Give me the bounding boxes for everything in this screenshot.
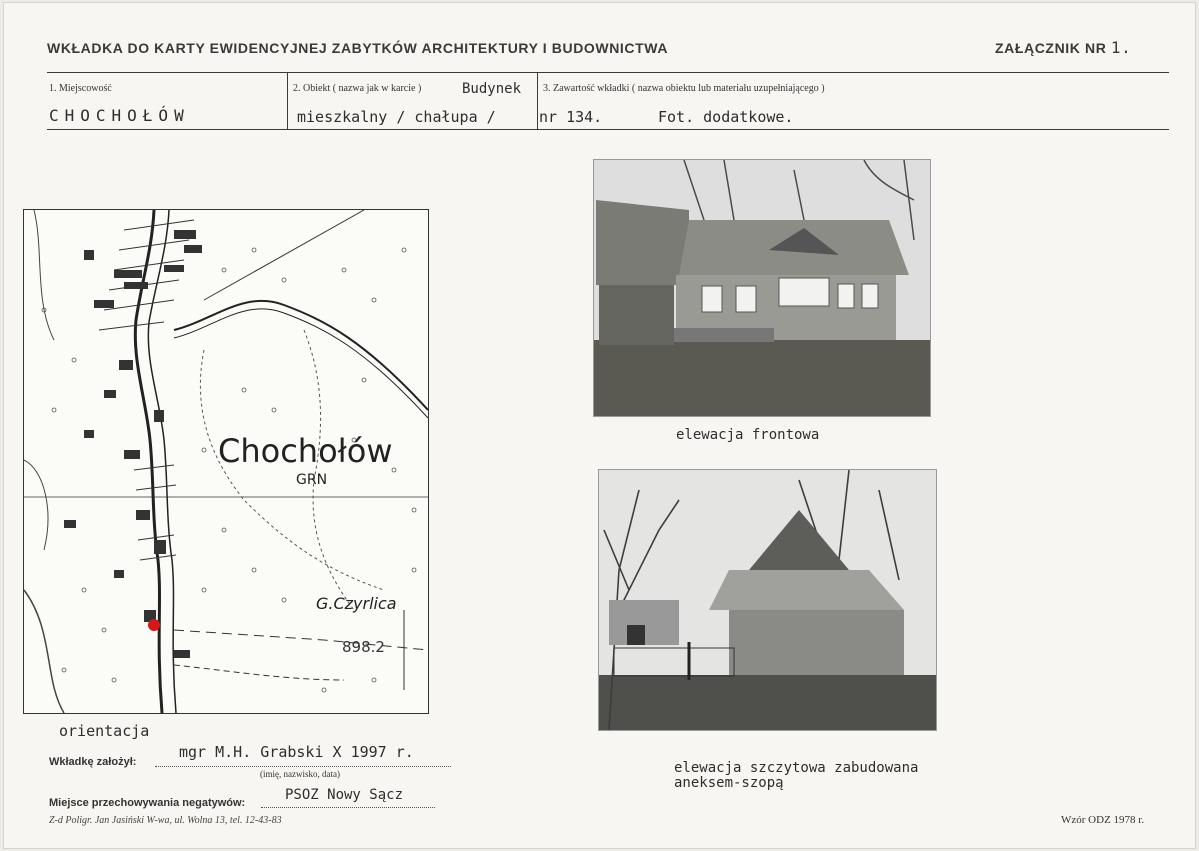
field-2-value-a: Budynek [462, 81, 522, 97]
field-divider-1 [287, 72, 288, 130]
map-place-name: Chochołów [218, 432, 393, 470]
field-1-value: CHOCHOŁÓW [49, 106, 190, 125]
map-sub-label: GRN [296, 472, 328, 488]
form-sheet [3, 2, 1196, 849]
printer-imprint: Z-d Poligr. Jan Jasiński W-wa, ul. Wolna 13, tel. 12-43-83 [49, 815, 282, 826]
header-top-rule [47, 72, 1169, 73]
front-elevation-drawing [594, 160, 930, 416]
photo-gable-elevation [598, 469, 937, 731]
map-caption: orientacja [59, 722, 150, 740]
attachment-label: ZAŁĄCZNIK NR [995, 40, 1107, 56]
photo-front-elevation [593, 159, 931, 417]
field-3-label: 3. Zawartość wkładki ( nazwa obiektu lub materiału uzupełniającego ) [543, 83, 825, 94]
attachment-number [995, 38, 1131, 57]
gable-elevation-drawing [599, 470, 936, 730]
form-model: Wzór ODZ 1978 r. [1061, 814, 1145, 826]
field-2-label: 2. Obiekt ( nazwa jak w karcie ) [293, 83, 422, 94]
attachment-number-value: 1. [1110, 38, 1132, 57]
photo-2-caption [674, 761, 918, 791]
photo-2-caption-line-2: aneksem-szopą [674, 775, 784, 791]
header-bottom-rule [47, 129, 1169, 130]
field-3-value-a: nr 134. [539, 108, 603, 126]
founder-label: Wkładkę założył: [49, 756, 137, 768]
location-map [23, 209, 429, 714]
founder-line [155, 766, 451, 767]
field-2-value-b: mieszkalny / chałupa / [297, 108, 496, 126]
field-divider-2 [537, 72, 538, 130]
form-title: WKŁADKA DO KARTY EWIDENCYJNEJ ZABYTKÓW ARCHITEKTURY I BUDOWNICTWA [47, 40, 669, 56]
negatives-label: Miejsce przechowywania negatywów: [49, 797, 246, 809]
map-elevation: 898.2 [342, 638, 385, 656]
founder-hint: (imię, nazwisko, data) [260, 769, 340, 779]
negatives-value: PSOZ Nowy Sącz [285, 787, 404, 803]
founder-value: mgr M.H. Grabski X 1997 r. [179, 743, 414, 761]
photo-2-caption-line-1: elewacja szczytowa zabudowana [674, 760, 919, 776]
field-1-label: 1. Miejscowość [49, 83, 112, 94]
photo-1-caption: elewacja frontowa [676, 427, 820, 443]
map-location-marker [148, 619, 160, 631]
field-3-value-b: Fot. dodatkowe. [658, 108, 794, 126]
map-peak-name: G.Czyrlica [316, 594, 397, 613]
negatives-line [261, 807, 435, 808]
